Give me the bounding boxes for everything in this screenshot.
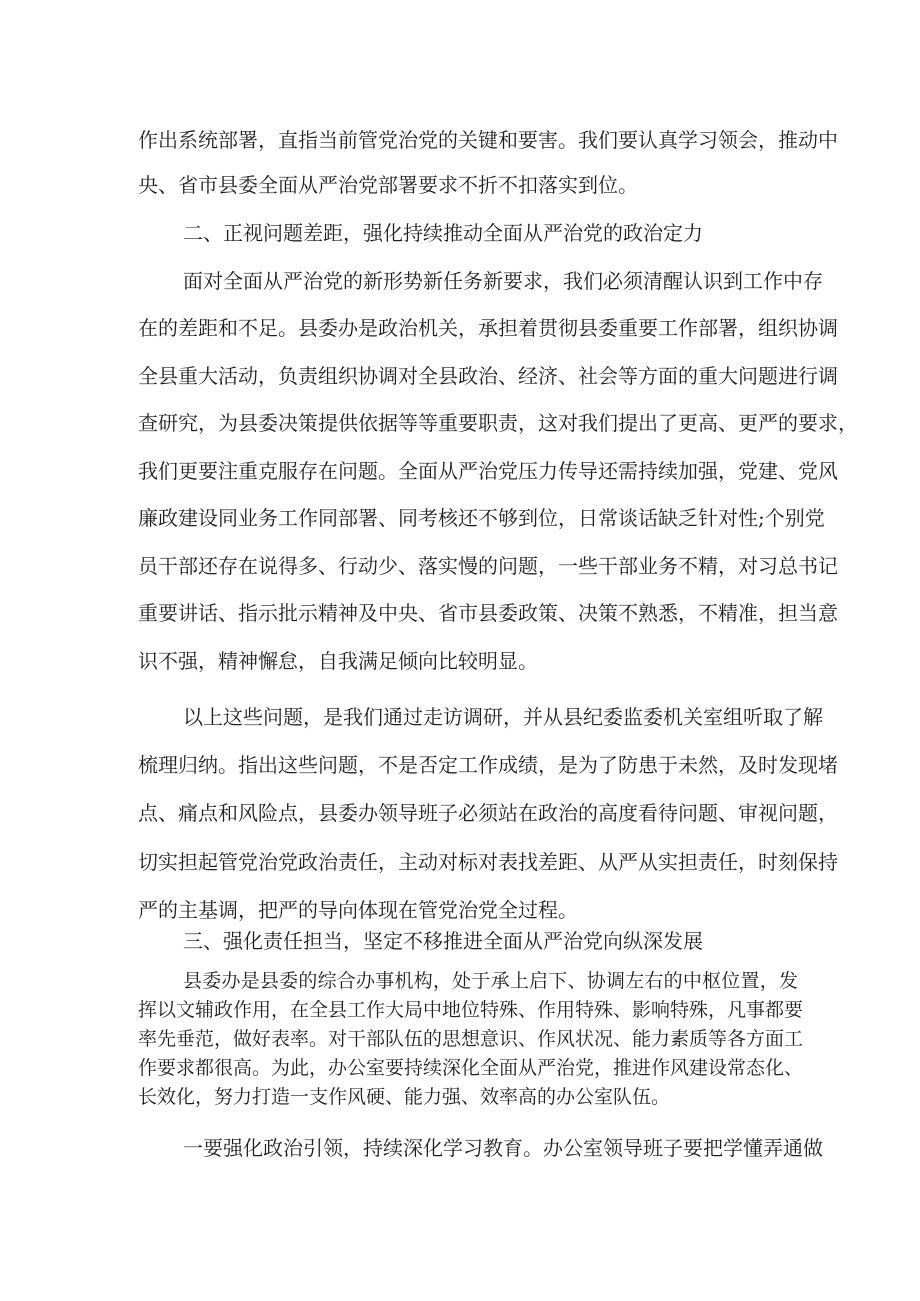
paragraph-first-point: 一要强化政治引领，持续深化学习教育。办公室领导班子要把学懂弄通做 [183,1136,823,1160]
text-line: 挥以文辅政作用，在全县工作大局中地位特殊、作用特殊、影响特殊，凡事都要 [138,999,804,1021]
text-line: 全县重大活动，负责组织协调对全县政治、经济、社会等方面的重大问题进行调 [138,364,838,388]
text-line: 重要讲话、指示批示精神及中央、省市县委政策、决策不熟悉，不精准，担当意 [138,601,838,625]
text-line: 我们更要注重克服存在问题。全面从严治党压力传导还需持续加强，党建、党风 [138,459,838,483]
text-line: 梳理归纳。指出这些问题，不是否定工作成绩，是为了防患于未然，及时发现堵 [138,753,838,777]
text-line: 识不强，精神懈怠，自我满足倾向比较明显。 [138,649,538,673]
text-line: 廉政建设同业务工作同部署、同考核还不够到位，日常谈话缺乏针对性;个别党 [138,506,825,530]
section-heading-two: 二、正视问题差距，强化持续推动全面从严治党的政治定力 [183,221,703,245]
text-line: 查研究，为县委决策提供依据等等重要职责，这对我们提出了更高、更严的要求， [138,411,858,435]
text-line: 点、痛点和风险点，县委办领导班子必须站在政治的高度看待问题、审视问题， [138,801,838,825]
text-line: 面对全面从严治党的新形势新任务新要求，我们必须清醒认识到工作中存 [183,269,823,293]
text-line: 县委办是县委的综合办事机构，处于承上启下、协调左右的中枢位置，发 [183,970,798,992]
section-heading-three: 三、强化责任担当，坚定不移推进全面从严治党向纵深发展 [183,929,703,953]
text-line: 央、省市县委全面从严治党部署要求不折不扣落实到位。 [138,173,638,197]
text-line: 长效化，努力打造一支作风硬、能力强、效率高的办公室队伍。 [138,1086,671,1108]
text-line: 切实担起管党治党政治责任，主动对标对表找差距、从严从实担责任，时刻保持 [138,850,838,874]
text-line: 员干部还存在说得多、行动少、落实慢的问题，一些干部业务不精，对习总书记 [138,554,838,578]
text-line: 率先垂范，做好表率。对干部队伍的思想意识、作风状况、能力素质等各方面工 [138,1028,804,1050]
text-line: 作出系统部署，直指当前管党治党的关键和要害。我们要认真学习领会，推动中 [138,128,838,152]
text-line: 在的差距和不足。县委办是政治机关，承担着贯彻县委重要工作部署，组织协调 [138,316,838,340]
text-line: 作要求都很高。为此，办公室要持续深化全面从严治党，推进作风建设常态化、 [138,1057,804,1079]
text-line: 严的主基调，把严的导向体现在管党治党全过程。 [138,898,578,922]
text-line: 以上这些问题，是我们通过走访调研，并从县纪委监委机关室组听取了解 [183,705,823,729]
